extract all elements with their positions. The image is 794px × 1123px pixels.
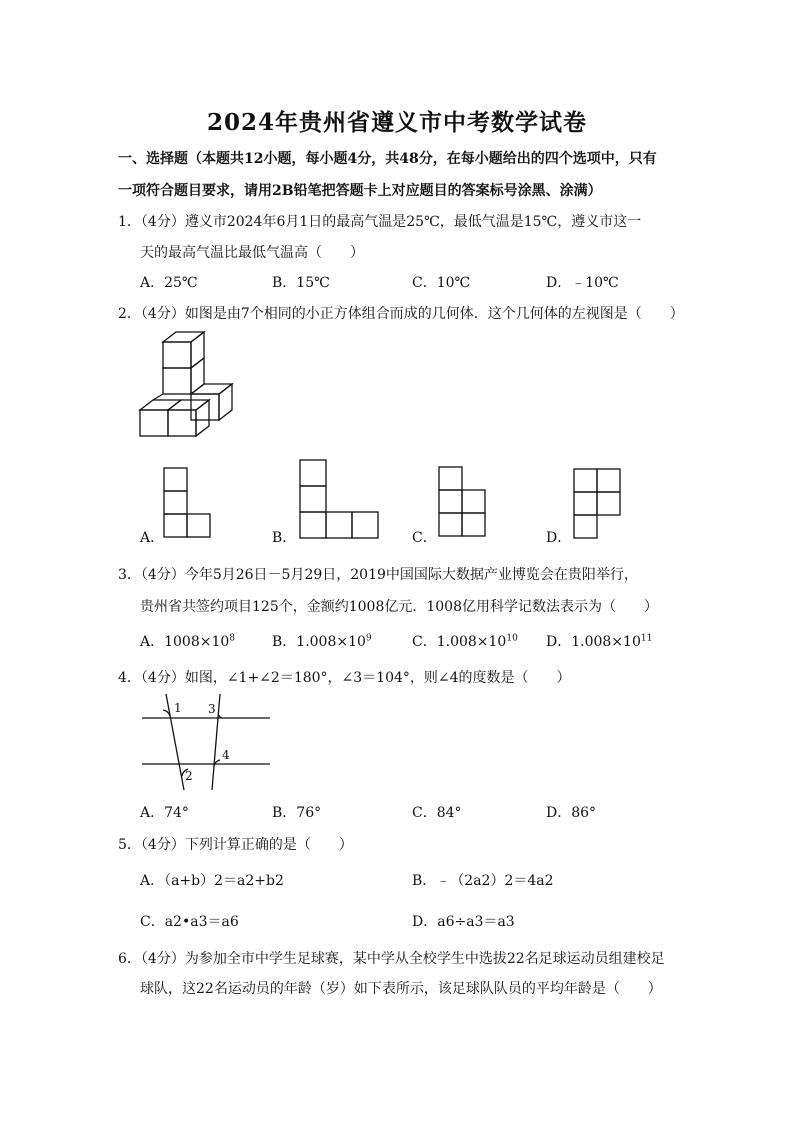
- q3-stem-line2: 贵州省共签约项目125个，金额约1008亿元．1008亿用科学记数法表示为（ ）: [140, 599, 658, 615]
- q1-stem-line2: 天的最高气温比最低气温高（ ）: [140, 245, 364, 261]
- q4-option-b[interactable]: B．76°: [272, 805, 322, 821]
- q6-stem-line2: 球队，这22名运动员的年龄（岁）如下表所示，该足球队队员的平均年龄是（ ）: [140, 981, 662, 997]
- section-header-line1: 一、选择题（本题共12小题，每小题4分，共48分，在每小题给出的四个选项中，只有: [118, 151, 657, 167]
- q4-label-4: 4: [222, 748, 230, 762]
- q1-option-a[interactable]: A．25℃: [140, 275, 198, 291]
- q2-cube-figure: [136, 330, 246, 442]
- q2-option-c-figure: [439, 467, 491, 539]
- q5-option-b[interactable]: B．﹣（2a2）2＝4a2: [412, 873, 554, 889]
- q3-option-a-base: A．1008×10: [140, 634, 230, 650]
- q3-option-a-exp: 8: [229, 633, 236, 644]
- section-header-line2: 一项符合题目要求，请用2B铅笔把答题卡上对应题目的答案标号涂黑、涂满）: [118, 183, 602, 199]
- q2-option-a[interactable]: A．: [140, 530, 165, 546]
- q2-option-d[interactable]: D．: [546, 530, 572, 546]
- q2-option-d-figure: [574, 469, 624, 541]
- q2-stem: 2．（4分）如图是由7个相同的小正方体组合而成的几何体．这个几何体的左视图是（ ）: [118, 306, 684, 322]
- q3-option-c-exp: 10: [506, 633, 518, 644]
- q5-option-c[interactable]: C．a2•a3＝a6: [140, 914, 239, 930]
- q2-option-c[interactable]: C．: [412, 530, 437, 546]
- q3-option-b-exp: 9: [365, 633, 372, 644]
- q1-option-d[interactable]: D．﹣10℃: [546, 275, 619, 291]
- q4-label-2: 2: [185, 769, 193, 783]
- q3-option-d-base: D．1.008×10: [546, 634, 641, 650]
- q1-stem-line1: 1．（4分）遵义市2024年6月1日的最高气温是25℃，最低气温是15℃，遵义市这一: [118, 214, 642, 230]
- q4-option-c[interactable]: C．84°: [412, 805, 462, 821]
- q1-option-b[interactable]: B．15℃: [272, 275, 330, 291]
- page-title: 2024年贵州省遵义市中考数学试卷: [206, 109, 587, 136]
- q4-label-3: 3: [208, 702, 216, 716]
- q4-option-a[interactable]: A．74°: [140, 805, 189, 821]
- q2-option-a-figure: [164, 468, 214, 540]
- q3-option-b-base: B．1.008×10: [272, 634, 366, 650]
- q3-option-d-exp: 11: [640, 633, 653, 644]
- q4-stem: 4．（4分）如图，∠1+∠2＝180°，∠3＝104°，则∠4的度数是（ ）: [118, 670, 571, 686]
- q6-stem-line1: 6．（4分）为参加全市中学生足球赛，某中学从全校学生中选拔22名足球运动员组建校足: [118, 951, 665, 967]
- q5-option-a[interactable]: A．（a+b）2＝a2+b2: [140, 873, 284, 889]
- q3-option-a[interactable]: [140, 631, 235, 651]
- q3-option-d[interactable]: [546, 631, 652, 651]
- q3-option-c[interactable]: [412, 631, 518, 651]
- q5-stem: 5．（4分）下列计算正确的是（ ）: [118, 837, 353, 853]
- q4-option-d[interactable]: D．86°: [546, 805, 597, 821]
- q5-option-d[interactable]: D．a6÷a3＝a3: [412, 914, 515, 930]
- q4-label-1: 1: [174, 701, 182, 715]
- q3-option-c-base: C．1.008×10: [412, 634, 507, 650]
- q3-stem-line1: 3．（4分）今年5月26日－5月29日，2019中国国际大数据产业博览会在贵阳举行，: [118, 567, 638, 583]
- q3-option-b[interactable]: [272, 631, 372, 651]
- q2-option-b[interactable]: B．: [272, 530, 297, 546]
- q4-angle-figure: [138, 692, 272, 792]
- q1-option-c[interactable]: C．10℃: [412, 275, 471, 291]
- q2-option-b-figure: [300, 460, 382, 540]
